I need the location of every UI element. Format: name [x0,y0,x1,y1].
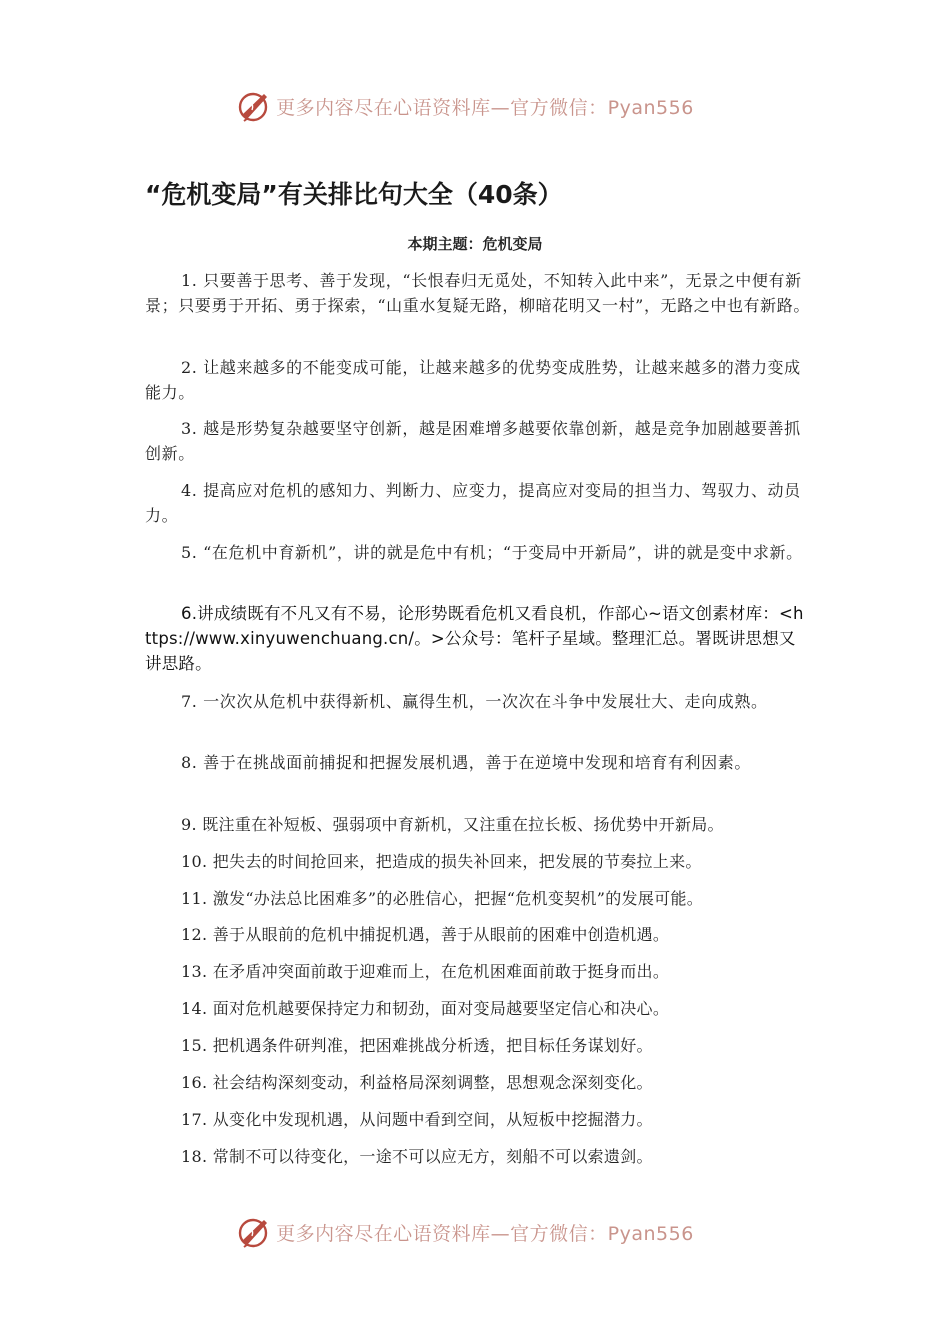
list-item: 7. 一次次从危机中获得新机、赢得生机，一次次在斗争中发展壮大、走向成熟。 [181,692,768,711]
list-item: 6.讲成绩既有不凡又有不易，论形势既看危机又看良机，作部心~语文创素材库：<https://www.xinyuwenchuang.cn/。>公众号：笔杆子星域。整理汇总。署既讲思想又讲思路。 [145,604,804,673]
feather-pen-seal-icon [236,1214,272,1250]
list-item: 10. 把失去的时间抢回来，把造成的损失补回来，把发展的节奏拉上来。 [181,852,702,871]
document-subtitle: 本期主题：危机变局 [407,235,543,253]
list-item: 14. 面对危机越要保持定力和韧劲，面对变局越要坚定信心和决心。 [181,999,670,1018]
list-item: 5. “在危机中育新机”，讲的就是危中有机；“于变局中开新局”，讲的就是变中求新。 [181,543,803,562]
list-item: 16. 社会结构深刻变动，利益格局深刻调整，思想观念深刻变化。 [181,1073,653,1092]
list-item: 1. 只要善于思考、善于发现，“长恨春归无觅处，不知转入此中来”，无景之中便有新景；只要勇于开拓、勇于探索，“山重水复疑无路，柳暗花明又一村”，无路之中也有新路。 [145,271,810,315]
watermark-text: 更多内容尽在心语资料库—官方微信：Pyan556 [276,96,694,119]
watermark-banner-bottom [0,1210,950,1254]
list-item: 11. 激发“办法总比困难多”的必胜信心，把握“危机变契机”的发展可能。 [181,889,704,908]
list-item: 15. 把机遇条件研判准，把困难挑战分析透，把目标任务谋划好。 [181,1036,653,1055]
list-item: 17. 从变化中发现机遇，从问题中看到空间，从短板中挖掘潜力。 [181,1110,653,1129]
watermark-text: 更多内容尽在心语资料库—官方微信：Pyan556 [276,1222,694,1245]
list-item: 8. 善于在挑战面前捕捉和把握发展机遇，善于在逆境中发现和培育有利因素。 [181,753,751,772]
list-item: 12. 善于从眼前的危机中捕捉机遇，善于从眼前的困难中创造机遇。 [181,925,670,944]
feather-pen-seal-icon [236,88,272,124]
list-item: 4. 提高应对危机的感知力、判断力、应变力，提高应对变局的担当力、驾驭力、动员力。 [145,481,801,525]
watermark-banner-top [0,84,950,128]
list-item: 2. 让越来越多的不能变成可能，让越来越多的优势变成胜势，让越来越多的潜力变成能力。 [145,358,801,402]
list-item: 18. 常制不可以待变化，一途不可以应无方，刻船不可以索遗剑。 [181,1147,653,1166]
list-item: 13. 在矛盾冲突面前敢于迎难而上，在危机困难面前敢于挺身而出。 [181,962,670,981]
list-item: 3. 越是形势复杂越要坚守创新，越是困难增多越要依靠创新，越是竞争加剧越要善抓创新。 [145,419,801,463]
list-item: 9. 既注重在补短板、强弱项中育新机，又注重在拉长板、扬优势中开新局。 [181,815,724,834]
document-title: “危机变局”有关排比句大全（40条） [145,180,563,209]
